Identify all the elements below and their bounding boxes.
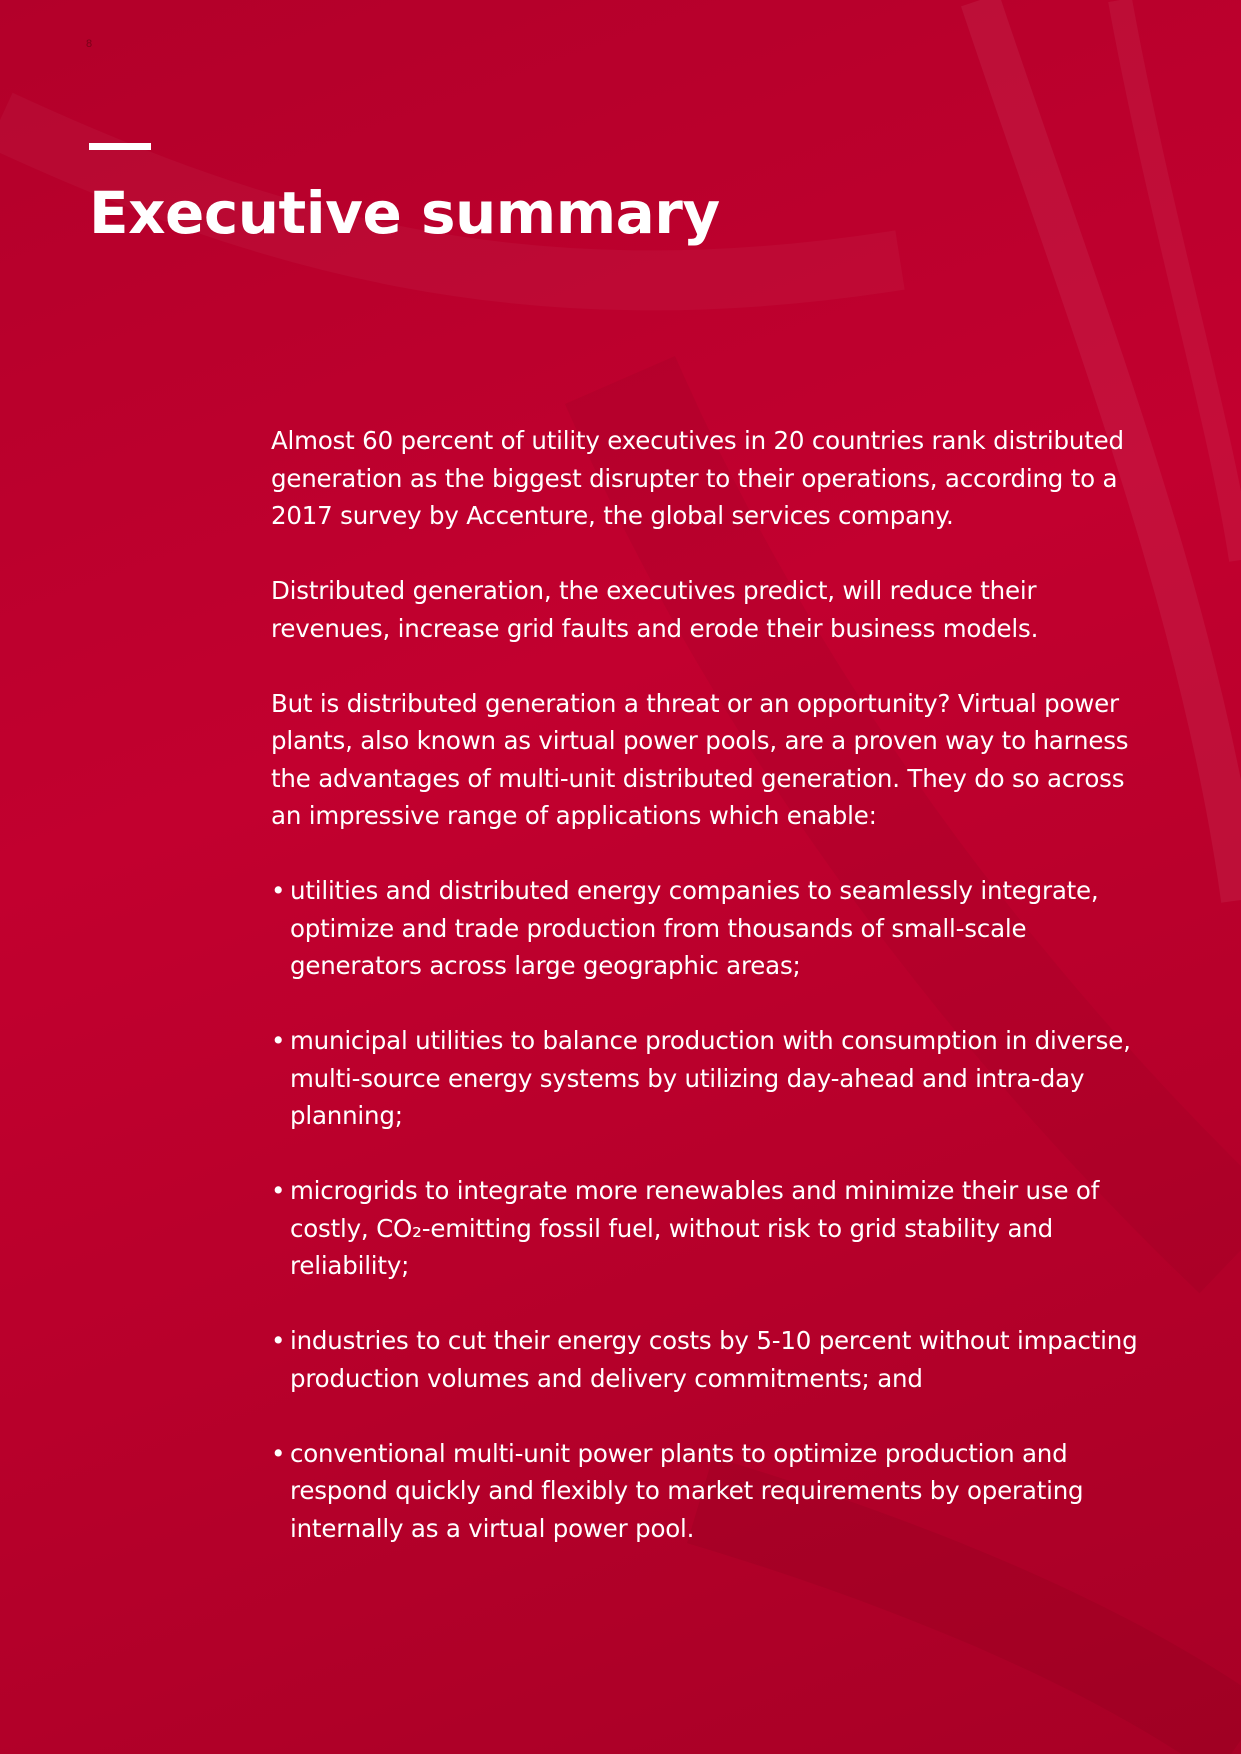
bullet-item xyxy=(271,1022,1151,1135)
bullet-item xyxy=(271,872,1151,985)
title-accent-rule xyxy=(89,143,151,150)
page-number: 8 xyxy=(86,38,93,50)
paragraph: Almost 60 percent of utility executives in 20 countries rank distributed generation as the biggest disrupter to their operations, according to a 2017 survey by Accenture, the global services company. xyxy=(271,426,1124,530)
paragraph: But is distributed generation a threat or an opportunity? Virtual power plants, also known as virtual power pools, are a proven way to harness the advantages of multi-unit distributed generation. They do so across an impressive range of applications which enable: xyxy=(271,688,1129,830)
bullet-list xyxy=(271,872,1151,1547)
bullet-marker: • xyxy=(271,876,286,905)
bullet-text: microgrids to integrate more renewables and minimize their use of costly, CO₂-emitting fossil fuel, without risk to grid stability and reliability; xyxy=(290,1176,1100,1280)
bullet-text: conventional multi-unit power plants to optimize production and respond quickly and flexibly to market requirements by operating internally as a virtual power pool. xyxy=(290,1438,1084,1543)
bullet-marker: • xyxy=(271,1438,286,1468)
page-title: Executive summary xyxy=(89,179,720,247)
bullet-text: utilities and distributed energy companies to seamlessly integrate, optimize and trade production from thousands of small-scale generators across large geographic areas; xyxy=(290,876,1099,980)
bullet-marker: • xyxy=(271,1026,286,1055)
bullet-text: industries to cut their energy costs by 5-10 percent without impacting production volumes and delivery commitments; and xyxy=(290,1326,1138,1393)
bullet-marker: • xyxy=(271,1326,286,1355)
paragraph: Distributed generation, the executives predict, will reduce their revenues, increase grid faults and erode their business models. xyxy=(271,576,1039,643)
bullet-marker: • xyxy=(271,1176,286,1205)
bullet-item xyxy=(271,1435,1151,1548)
bullet-item xyxy=(271,1322,1151,1397)
body-text xyxy=(271,422,1151,1585)
bullet-item xyxy=(271,1172,1151,1285)
bullet-text: municipal utilities to balance production with consumption in diverse, multi-source energy systems by utilizing day-ahead and intra-day planning; xyxy=(290,1026,1131,1130)
